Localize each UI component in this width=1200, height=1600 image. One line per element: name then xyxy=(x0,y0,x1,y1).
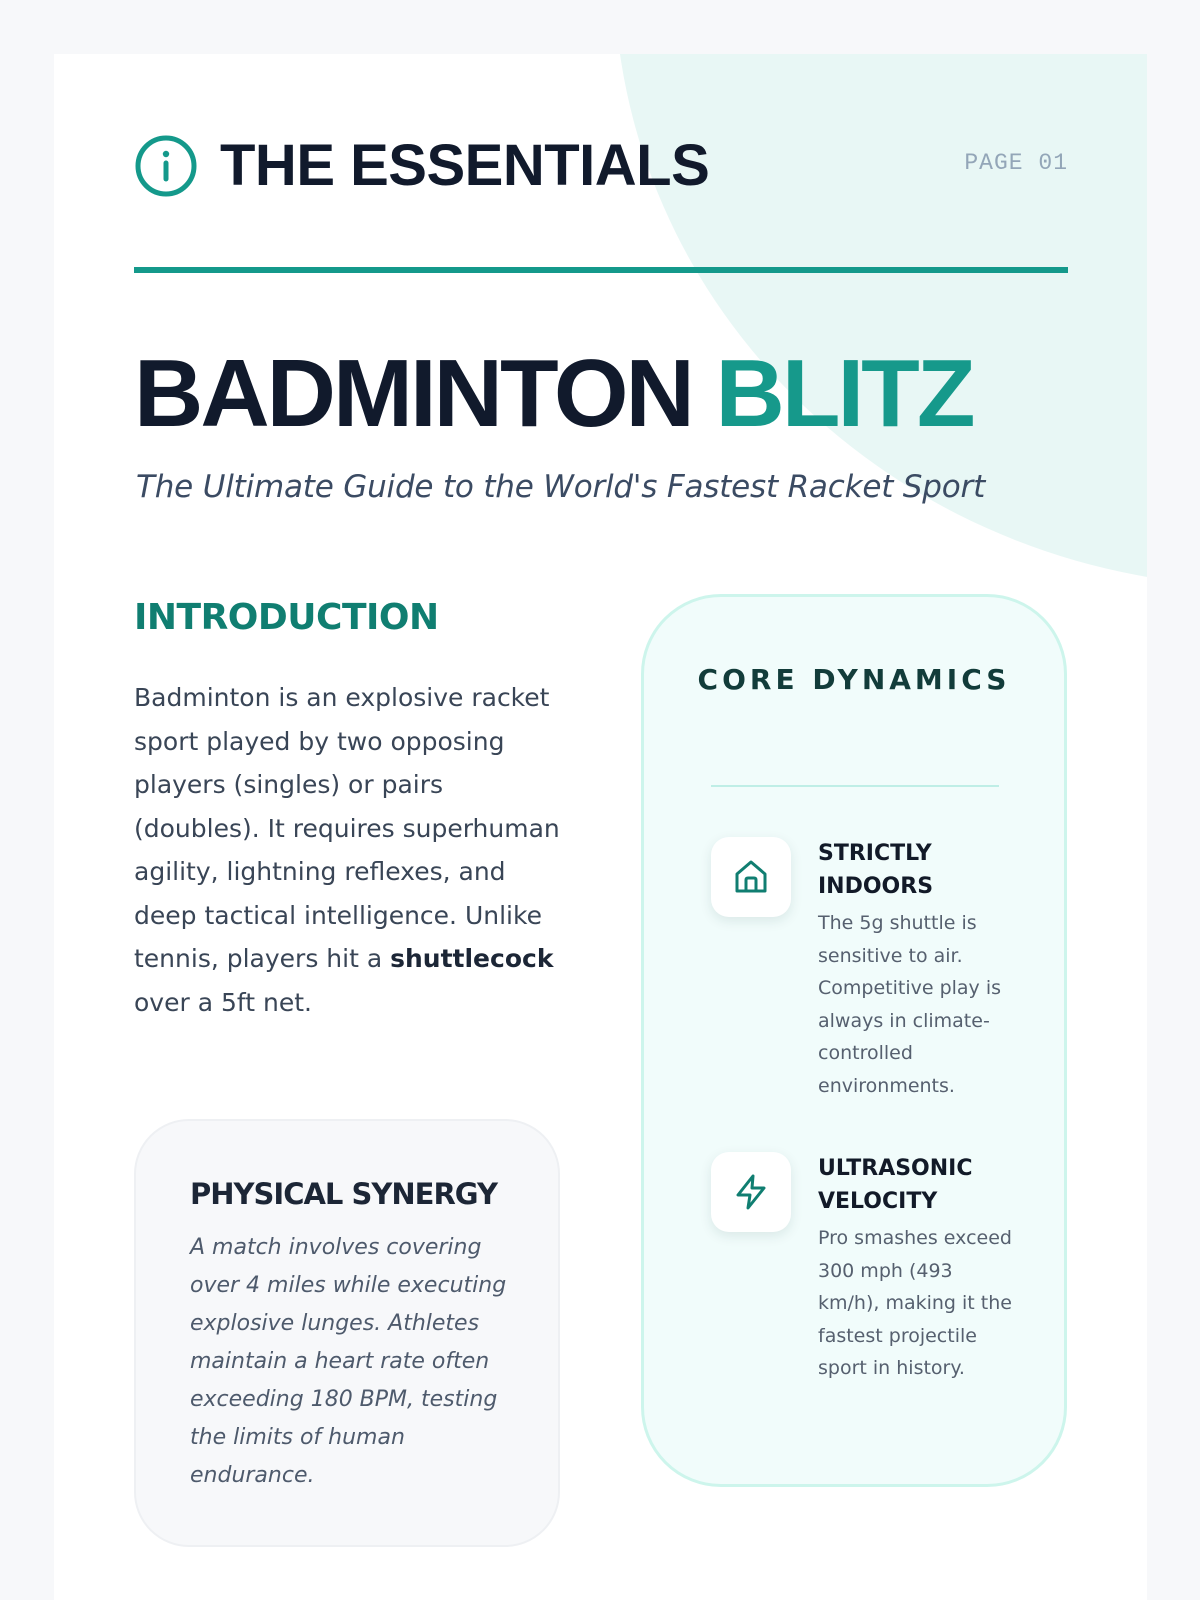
feature-title: ULTRASONIC VELOCITY xyxy=(818,1156,973,1214)
feature-title: STRICTLY INDOORS xyxy=(818,841,934,899)
feature-description: Pro smashes exceed 300 mph (493 km/h), making it the fastest projectile sport in history. xyxy=(818,1227,1012,1379)
synergy-text: A match involves covering over 4 miles while executing explosive lunges. Athletes maintain a heart rate often exceeding 180 BPM, testing the limits of human endurance. xyxy=(190,1235,507,1488)
core-divider xyxy=(711,785,999,787)
document-page xyxy=(54,54,1147,1600)
page-subtitle: The Ultimate Guide to the World's Fastest Racket Sport xyxy=(136,469,986,505)
feature-description: The 5g shuttle is sensitive to air. Competitive play is always in climate-controlled environments. xyxy=(818,912,1002,1097)
core-dynamics-title: CORE DYNAMICS xyxy=(697,663,1011,696)
introduction-text xyxy=(134,676,574,1024)
title-part-2: BLITZ xyxy=(715,340,973,447)
header-divider xyxy=(134,267,1068,273)
info-icon xyxy=(134,134,198,198)
introduction-heading: INTRODUCTION xyxy=(134,597,439,638)
section-label: THE ESSENTIALS xyxy=(220,133,710,198)
page-header xyxy=(134,134,1068,224)
intro-text-start: Badminton is an explosive racket sport played by two opposing players (singles) or pairs (doubles). It requires superhuman agility, lightning reflexes, and deep tactical intelligence. Unlike tennis, players hit a xyxy=(134,683,560,973)
core-dynamics-panel xyxy=(641,594,1067,1487)
home-icon xyxy=(711,837,791,917)
page-number: PAGE 01 xyxy=(964,150,1068,176)
page-title xyxy=(134,340,973,447)
synergy-title: PHYSICAL SYNERGY xyxy=(190,1177,497,1211)
lightning-icon xyxy=(711,1152,791,1232)
intro-text-end: over a 5ft net. xyxy=(134,987,312,1017)
intro-text-bold: shuttlecock xyxy=(390,944,554,973)
title-part-1: BADMINTON xyxy=(134,340,692,447)
physical-synergy-card xyxy=(134,1119,560,1547)
